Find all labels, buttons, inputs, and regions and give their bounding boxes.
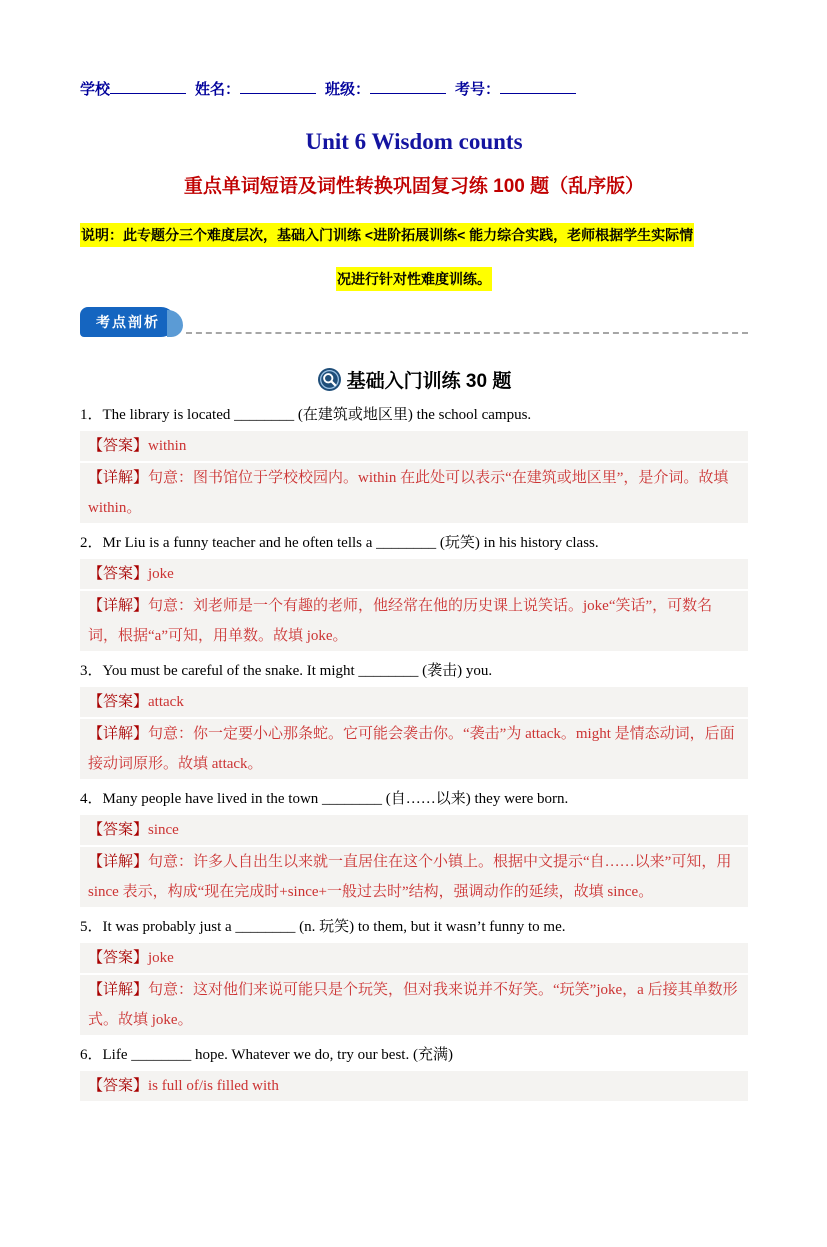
- notice-text-2: 况进行针对性难度训练。: [336, 267, 492, 291]
- examno-blank: [500, 79, 576, 94]
- answer-block: [80, 687, 748, 717]
- answer-block: [80, 1071, 748, 1101]
- worksheet-subtitle: 重点单词短语及词性转换巩固复习练 100 题（乱序版）: [183, 176, 645, 197]
- question-text: 3．You must be careful of the snake. It might ________ (袭击) you.: [80, 663, 493, 679]
- worksheet-page: [0, 78, 827, 1101]
- answer-text: within: [148, 438, 187, 454]
- detail-text: 句意：许多人自出生以来就一直居住在这个小镇上。根据中文提示“自……以来”可知，用 since 表示，构成“现在完成时+since+一般过去时”结构，强调动作的延续，故填 since。: [88, 854, 732, 900]
- dashed-divider: [186, 332, 748, 334]
- notice-line-2: [80, 266, 748, 293]
- school-label: 学校: [80, 82, 111, 98]
- class-blank: [370, 79, 446, 94]
- answer-text: joke: [148, 950, 174, 966]
- question-text: 5．It was probably just a ________ (n. 玩笑) to them, but it wasn’t funny to me.: [80, 919, 566, 935]
- question-text: 4．Many people have lived in the town ________ (自……以来) they were born.: [80, 791, 569, 807]
- answer-label: 【答案】: [88, 438, 149, 454]
- unit-title: Unit 6 Wisdom counts: [305, 129, 523, 154]
- question-item-1: [80, 405, 748, 523]
- notice-box: [80, 222, 748, 293]
- detail-text: 句意：图书馆位于学校校园内。within 在此处可以表示“在建筑或地区里”，是介词。故填 within。: [88, 470, 729, 516]
- badge-label: 考点剖析: [96, 314, 160, 330]
- notice-line-1: [80, 222, 748, 249]
- class-field: [325, 78, 455, 99]
- answer-label: 【答案】: [88, 822, 149, 838]
- explanation-block: [80, 591, 748, 651]
- detail-label: 【详解】: [88, 982, 149, 998]
- magnifier-icon: [317, 367, 342, 392]
- answer-text: is full of/is filled with: [148, 1078, 279, 1094]
- answer-label: 【答案】: [88, 1078, 149, 1094]
- question-item-3: [80, 661, 748, 779]
- answer-text: joke: [148, 566, 174, 582]
- name-blank: [240, 79, 316, 94]
- detail-label: 【详解】: [88, 854, 149, 870]
- detail-text: 句意：你一定要小心那条蛇。它可能会袭击你。“袭击”为 attack。might 是情态动词，后面接动词原形。故填 attack。: [88, 726, 735, 772]
- question-item-2: [80, 533, 748, 651]
- question-text: 2．Mr Liu is a funny teacher and he often tells a ________ (玩笑) in his history class.: [80, 535, 599, 551]
- notice-text-1: 说明：此专题分三个难度层次，基础入门训练 <进阶拓展训练< 能力综合实践，老师根据学生实际情: [80, 223, 694, 247]
- section-heading: [80, 366, 748, 393]
- question-item-6: [80, 1045, 748, 1101]
- answer-label: 【答案】: [88, 694, 149, 710]
- answer-block: [80, 559, 748, 589]
- question-item-4: [80, 789, 748, 907]
- section-title: 基础入门训练 30 题: [346, 371, 512, 392]
- question-text: 6．Life ________ hope. Whatever we do, try our best. (充满): [80, 1047, 453, 1063]
- answer-text: since: [148, 822, 179, 838]
- answer-block: [80, 431, 748, 461]
- student-info-line: [80, 78, 748, 99]
- exam-points-row: [80, 307, 748, 340]
- answer-block: [80, 815, 748, 845]
- answer-label: 【答案】: [88, 950, 149, 966]
- school-blank: [110, 79, 186, 94]
- answer-label: 【答案】: [88, 566, 149, 582]
- detail-label: 【详解】: [88, 726, 149, 742]
- explanation-block: [80, 463, 748, 523]
- detail-label: 【详解】: [88, 470, 149, 486]
- name-field: [195, 78, 325, 99]
- question-text: 1．The library is located ________ (在建筑或地区里) the school campus.: [80, 407, 532, 423]
- detail-label: 【详解】: [88, 598, 149, 614]
- examno-label: 考号：: [455, 82, 501, 98]
- question-item-5: [80, 917, 748, 1035]
- explanation-block: [80, 719, 748, 779]
- detail-text: 句意：刘老师是一个有趣的老师，他经常在他的历史课上说笑话。joke“笑话”，可数名词，根据“a”可知，用单数。故填 joke。: [88, 598, 713, 644]
- school-field: [80, 78, 195, 99]
- explanation-block: [80, 847, 748, 907]
- answer-block: [80, 943, 748, 973]
- name-label: 姓名：: [195, 82, 241, 98]
- examno-field: [455, 78, 585, 99]
- questions-list: [80, 405, 748, 1101]
- explanation-block: [80, 975, 748, 1035]
- class-label: 班级：: [325, 82, 371, 98]
- answer-text: attack: [148, 694, 184, 710]
- detail-text: 句意：这对他们来说可能只是个玩笑，但对我来说并不好笑。“玩笑”joke，a 后接其单数形式。故填 joke。: [88, 982, 738, 1028]
- exam-points-badge: [80, 307, 176, 337]
